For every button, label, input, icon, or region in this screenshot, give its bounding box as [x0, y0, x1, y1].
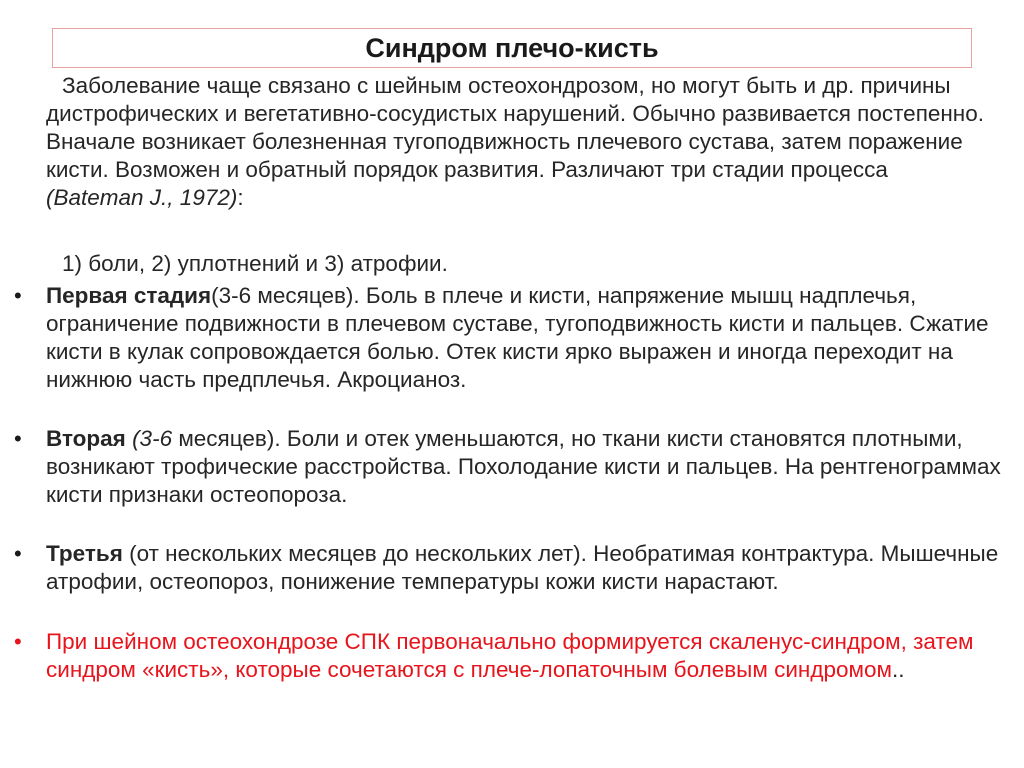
cervical-note-text: При шейном остеохондрозе СПК первоначально формируется скаленус-синдром, затем синдром «кисть», которые сочетаются с плече-лопаточным болевым синдромом: [46, 629, 974, 682]
bullet-first-stage: [46, 282, 1016, 394]
bullet-marker: •: [14, 629, 22, 654]
third-stage-text: (от нескольких месяцев до нескольких лет). Необратимая контрактура. Мышечные атрофии, остеопороз, понижение температуры кожи кисти нарастают.: [46, 541, 999, 594]
third-stage-heading: Третья: [46, 541, 123, 566]
stages-summary: 1) боли, 2) уплотнений и 3) атрофии.: [62, 251, 448, 276]
bullet-marker: •: [14, 541, 22, 566]
intro-paragraph: [46, 72, 1021, 212]
slide-title: Синдром плечо-кисть: [365, 32, 659, 63]
second-stage-duration: (3-6: [125, 426, 173, 451]
bullet-marker: •: [14, 426, 22, 451]
first-stage-text: (3-6 месяцев). Боль в плече и кисти, напряжение мышц надплечья, ограничение подвижности в плечевом суставе, тугоподвижность кисти и пальцев. Сжатие кисти в кулак сопровождается болью. Отек кисти ярко выражен и иногда переходит на нижнюю часть предплечья. Акроцианоз.: [46, 283, 989, 392]
intro-text: Заболевание чаще связано с шейным остеохондрозом, но могут быть и др. причины дистрофических и вегетативно-сосудистых нарушений. Обычно развивается постепенно. Вначале возникает болезненная тугоподвижность плечевого сустава, затем поражение кисти. Возможен и обратный порядок развития. Различают три стадии процесса: [46, 73, 985, 182]
title-box: [52, 28, 972, 68]
intro-citation: (Bateman J., 1972): [46, 185, 238, 210]
cervical-note-tail: ..: [891, 657, 905, 682]
intro-citation-tail: :: [237, 185, 244, 210]
bullet-cervical-note: [46, 628, 1016, 684]
bullet-third-stage: [46, 540, 1016, 596]
first-stage-heading: Первая стадия: [46, 283, 212, 308]
second-stage-heading: Вторая: [46, 426, 126, 451]
bullet-second-stage: [46, 425, 1016, 509]
second-stage-text: месяцев). Боли и отек уменьшаются, но ткани кисти становятся плотными, возникают трофические расстройства. Похолодание кисти и пальцев. На рентгенограммах кисти признаки остеопороза.: [46, 426, 1001, 507]
bullet-marker: •: [14, 283, 22, 308]
